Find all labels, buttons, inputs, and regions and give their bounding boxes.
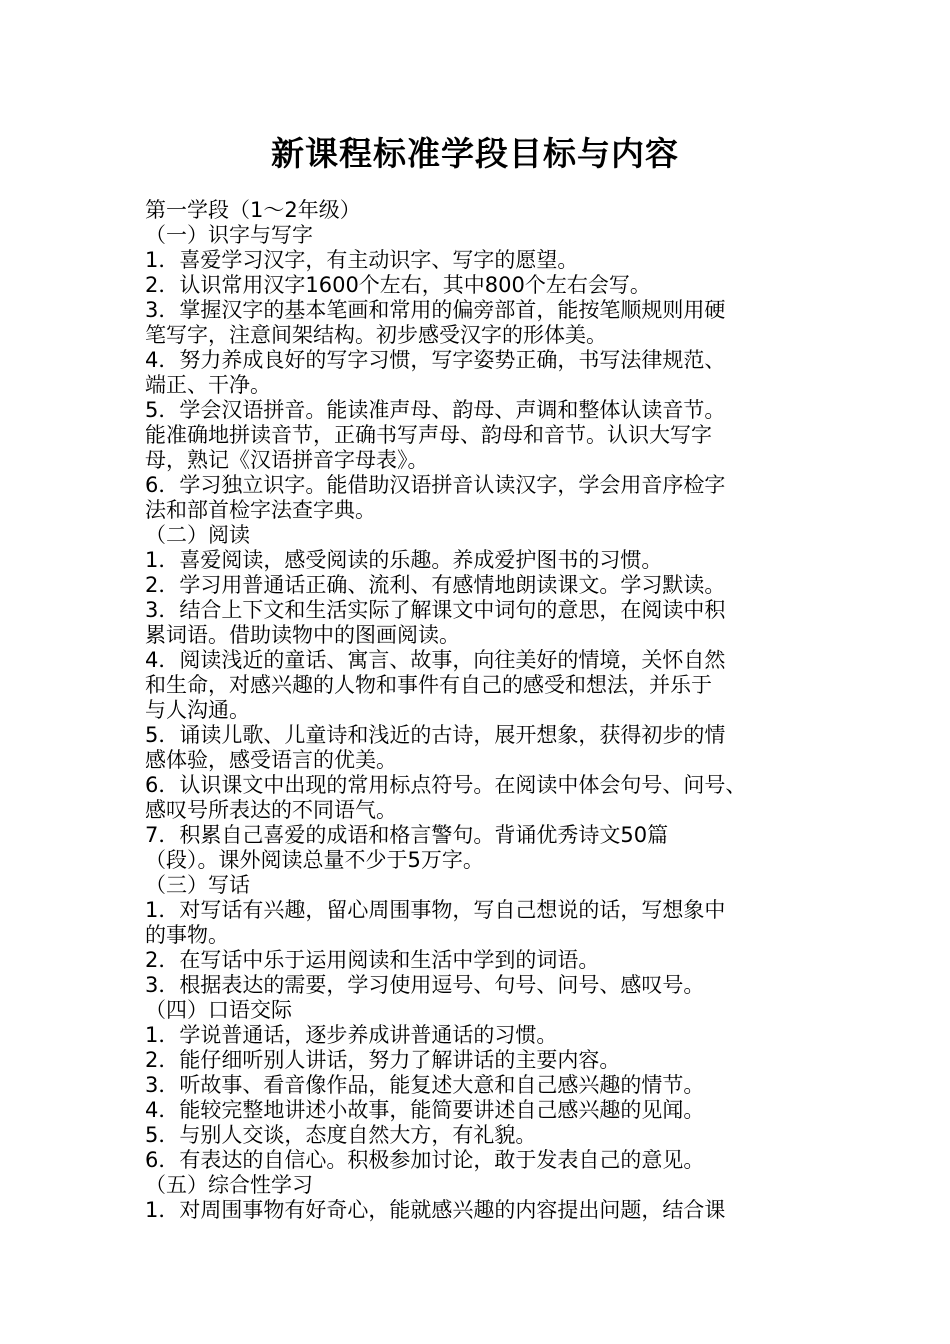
text-line: （四）口语交际 <box>145 998 292 1022</box>
text-line: 母，熟记《汉语拼音字母表》。 <box>145 448 429 472</box>
text-line: 3．听故事、看音像作品，能复述大意和自己感兴趣的情节。 <box>145 1073 705 1097</box>
text-line: 2．学习用普通话正确、流利、有感情地朗读课文。学习默读。 <box>145 573 726 597</box>
text-line: （二）阅读 <box>145 523 250 547</box>
text-line: 2．能仔细听别人讲话，努力了解讲话的主要内容。 <box>145 1048 621 1072</box>
text-line: 2．认识常用汉字1600个左右，其中800个左右会写。 <box>145 273 651 297</box>
text-line: 法和部首检字法查字典。 <box>145 498 376 522</box>
text-line: 和生命，对感兴趣的人物和事件有自己的感受和想法，并乐于 <box>145 673 712 697</box>
text-line: 感叹号所表达的不同语气。 <box>145 798 397 822</box>
text-line: 2．在写话中乐于运用阅读和生活中学到的词语。 <box>145 948 600 972</box>
text-line: 感体验，感受语言的优美。 <box>145 748 397 772</box>
text-line: 与人沟通。 <box>145 698 250 722</box>
text-line: 6．学习独立识字。能借助汉语拼音认读汉字，学会用音序检字 <box>145 473 726 497</box>
text-line: 4．能较完整地讲述小故事，能简要讲述自己感兴趣的见闻。 <box>145 1098 705 1122</box>
text-line: 6．有表达的自信心。积极参加讨论，敢于发表自己的意见。 <box>145 1148 705 1172</box>
text-line: （五）综合性学习 <box>145 1173 313 1197</box>
text-line: 1．对周围事物有好奇心，能就感兴趣的内容提出问题，结合课 <box>145 1198 726 1222</box>
text-line: 5．诵读儿歌、儿童诗和浅近的古诗，展开想象，获得初步的情 <box>145 723 726 747</box>
text-line: 4．阅读浅近的童话、寓言、故事，向往美好的情境，关怀自然 <box>145 648 726 672</box>
text-line: 3．掌握汉字的基本笔画和常用的偏旁部首，能按笔顺规则用硬 <box>145 298 726 322</box>
text-line: 1．对写话有兴趣，留心周围事物，写自己想说的话，写想象中 <box>145 898 726 922</box>
page-title: 新课程标准学段目标与内容 <box>271 134 679 173</box>
document-body <box>145 198 825 1223</box>
text-line: 端正、干净。 <box>145 373 271 397</box>
text-line: 3．结合上下文和生活实际了解课文中词句的意思，在阅读中积 <box>145 598 726 622</box>
text-line: 3．根据表达的需要，学习使用逗号、句号、问号、感叹号。 <box>145 973 705 997</box>
text-line: 7．积累自己喜爱的成语和格言警句。背诵优秀诗文50篇 <box>145 823 669 847</box>
text-line: 1．学说普通话，逐步养成讲普通话的习惯。 <box>145 1023 558 1047</box>
text-line: 6．认识课文中出现的常用标点符号。在阅读中体会句号、问号、 <box>145 773 747 797</box>
text-line: 笔写字，注意间架结构。初步感受汉字的形体美。 <box>145 323 607 347</box>
text-line: 的事物。 <box>145 923 229 947</box>
text-line: （段）。课外阅读总量不少于5万字。 <box>145 848 484 872</box>
text-line: 能准确地拼读音节，正确书写声母、韵母和音节。认识大写字 <box>145 423 712 447</box>
text-line: （三）写话 <box>145 873 250 897</box>
text-line: 1．喜爱阅读，感受阅读的乐趣。养成爱护图书的习惯。 <box>145 548 663 572</box>
text-line: 第一学段（1～2年级） <box>145 198 361 222</box>
text-line: （一）识字与写字 <box>145 223 313 247</box>
text-line: 4．努力养成良好的写字习惯，写字姿势正确，书写法律规范、 <box>145 348 726 372</box>
text-line: 5．学会汉语拼音。能读准声母、韵母、声调和整体认读音节。 <box>145 398 726 422</box>
text-line: 5．与别人交谈，态度自然大方，有礼貌。 <box>145 1123 537 1147</box>
text-line: 累词语。借助读物中的图画阅读。 <box>145 623 460 647</box>
text-line: 1．喜爱学习汉字，有主动识字、写字的愿望。 <box>145 248 579 272</box>
